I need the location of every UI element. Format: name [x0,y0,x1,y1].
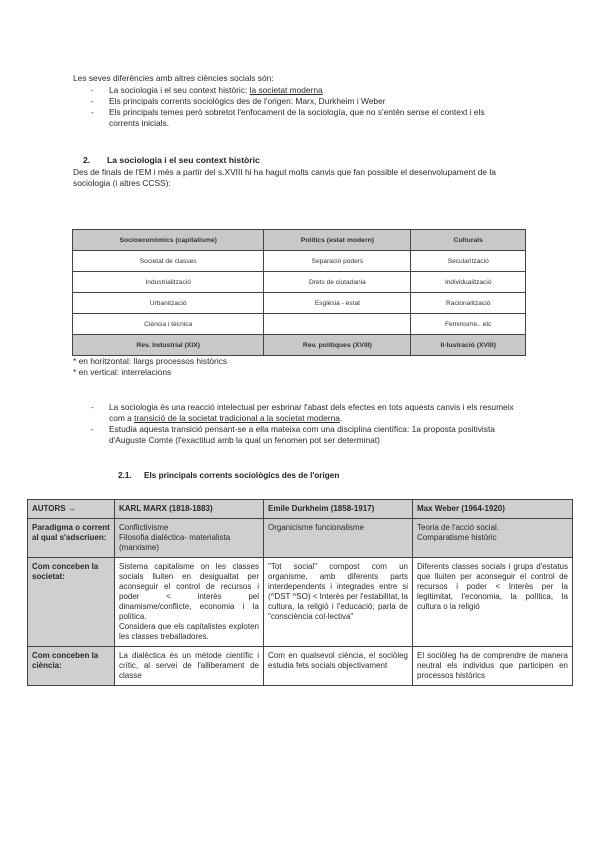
row-label: Com conceben la societat: [28,558,115,647]
footer-cell: Rev. polítiques (XVIII) [264,335,411,356]
sociology-bullets [91,402,531,446]
table-cell: Secularització [411,251,526,272]
intro-text: Les seves diferències amb altres ciències socials són: [73,73,274,83]
section-2-heading: 2. La sociologia i el seu context històric [83,155,260,165]
changes-table [72,229,526,356]
table-cell: Societat de classes [73,251,264,272]
list-item: - Els principals corrents sociològics des de l'origen: Marx, Durkheim i Weber [91,96,511,107]
header-cell: Emile Durkheim (1858-1917) [264,500,413,519]
header-cell: AUTORS → [28,500,115,519]
authors-table [27,499,573,686]
header-cell: Socioeconòmics (capitalisme) [73,230,264,251]
table-row [73,272,526,293]
table-notes [73,356,227,378]
table-cell: Església - estat [264,293,411,314]
table-cell: Individualització [411,272,526,293]
list-item: - La sociologia és una reacció intelectual per esbrinar l'abast dels efectes en tots aquests canvis i els resumeix com a transició de la societat tradicional a la societat moderna. [91,402,531,424]
differences-list [91,85,511,129]
table-cell: Organicisme funcionalisme [264,519,413,558]
footer-cell: Il·lustració (XVIII) [411,335,526,356]
table-cell: Com en qualsevol ciència, el sociòleg estudia fets socials objectivament [264,647,413,686]
table-cell [264,314,411,335]
list-item: - La sociologia i el seu context històric; la societat moderna [91,85,511,96]
footer-cell: Rev. Industrial (XIX) [73,335,264,356]
section-2-paragraph: Des de finals de l'EM i més a partir del s.XVIII hi ha hagut molts canvis que fan possible el desenvolupament de la sociologia (i altres CCSS): [73,167,496,188]
section-2-1-heading: 2.1. Els principals corrents sociològics des de l'origen [118,471,340,480]
underlined-text: transició de la societat tradicional a la societat moderna [134,413,340,423]
table-cell: "Tot social" compost com un organisme, amb diferents parts interdependents i integrades entre si (^DST ^SO) < Interès per l'estabilitat, la cultura, la religió i l'educació; parla de "consciència col·lectiva" [264,558,413,647]
table-row [28,558,573,647]
table-cell: Racionalització [411,293,526,314]
table-cell: El sociòleg ha de comprendre de manera neutral els individus que participen en processos històrics [413,647,573,686]
table-footer-row [73,335,526,356]
table-row [73,293,526,314]
table-cell: Sistema capitalisme on les classes socials lluiten en desigualtat per aconseguir el control de recursos i poder < interès pel dinamisme/conflicte, economia i la política. Considera que els capitalistes exploten les classes treballadores. [115,558,264,647]
table-cell: Ciència i tècnica [73,314,264,335]
table-row [28,647,573,686]
table-header-row [73,230,526,251]
underlined-text: la societat moderna [249,85,323,95]
table-cell: Teoria de l'acció social. Comparatisme històric [413,519,573,558]
table-cell: Urbanització [73,293,264,314]
table-row [73,251,526,272]
table-row [73,314,526,335]
header-cell: KARL MARX (1818-1883) [115,500,264,519]
list-item: - Estudia aquesta transició pensant-se a ella mateixa com una disciplina científica: 1a proposta positivista d'Auguste Comte (l'exactitud amb la qual un fenomen pot ser determinat) [91,424,531,446]
table-row [28,519,573,558]
table-cell: Separació poders [264,251,411,272]
table-cell: Diferents classes socials i grups d'estatus que lluiten per aconseguir el control de recursos i poder < Interès per la legitimitat, l'economia, la política, la cultura o la religió [413,558,573,647]
list-item: - Els principals temes però sobretot l'enfocament de la sociología, que no s'entén sense el context i els corrents inicials. [91,107,511,129]
row-label: Com conceben la ciència: [28,647,115,686]
table-header-row [28,500,573,519]
table-cell: Drets de ciutadania [264,272,411,293]
row-label: Paradigma o corrent al qual s'adscriuen: [28,519,115,558]
table-cell: Industrialització [73,272,264,293]
header-cell: Polítics (estat modern) [264,230,411,251]
note-horizontal: * en horitzontal: llargs processos històrics [73,356,228,366]
header-cell: Max Weber (1964-1920) [413,500,573,519]
table-cell: Conflictivisme Filosofia dialèctica- materialista (marxisme) [115,519,264,558]
header-cell: Culturals [411,230,526,251]
note-vertical: * en vertical: interrelacions [73,367,172,377]
table-cell: La dialèctica és un mètode científic i crític, al servei de l'alliberament de classe [115,647,264,686]
table-cell: Feminisme.. etc [411,314,526,335]
